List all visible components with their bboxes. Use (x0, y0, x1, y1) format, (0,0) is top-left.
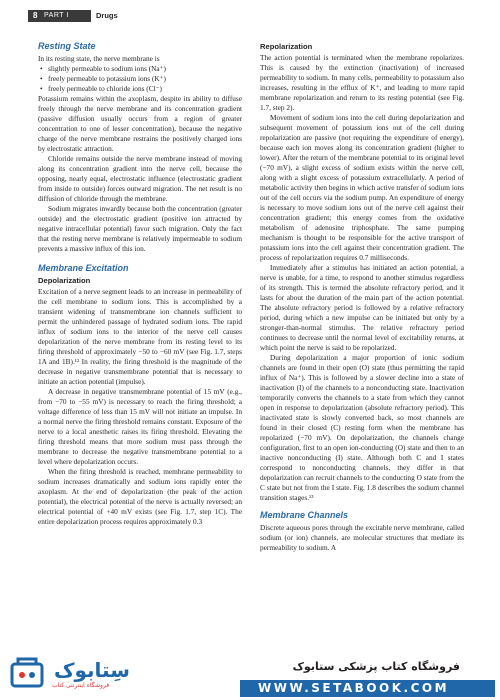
paragraph: Movement of sodium ions into the cell during depolarization and subsequent movement of potassium ions out of the cell during repolarization are passive (not requiring the expenditure of energy), because each ion moves along its concentration gradient (higher to lower). After the return of the membrane potential to its original level (−70 mV), a slight excess of sodium exists within the nerve cell, along with a slight excess of potassium extracellularly. A period of metabolic activity then begins in which active transfer of sodium ions out of the cell occurs via the sodium pump. An expenditure of energy is necessary to move sodium ions out of the nerve cell against their concentration gradient; this energy comes from the oxidative metabolism of adenosine triphosphate. The same pumping mechanism is thought to be responsible for the active transport of potassium ions into the cell against their concentration gradient. The process of repolarization requires 0.7 milliseconds. (260, 113, 464, 262)
right-column (260, 36, 464, 676)
section-title-resting-state: Resting State (38, 41, 96, 51)
bullet-item: • slightly permeable to sodium ions (Na⁺) (38, 64, 242, 74)
watermark-footer (0, 652, 500, 700)
left-column (38, 36, 242, 676)
paragraph: During depolarization a major proportion of ionic sodium channels are found in their open (O) state (thus permitting the rapid influx of Na⁺). This is followed by a slower decline into a state of inactivation (I) of the channels to a nonconducting state. Inactivation temporarily converts the channels to a state from which they cannot open in response to depolarization (absolute refractory period). This inactivated state is slowly converted back, so most channels are found in their closed (C) resting form when the membrane has repolarized (−70 mV). On depolarization, the channels change configuration, first to an open ion-conducting (O) state and then to an inactive nonconducting (I) state. Although both C and I states correspond to nonconducting channels, they differ in that depolarization can recruit channels to the conducting O state from the C state but not from the I state. Fig. 1.8 describes the sodium channel transition stages.¹³ (260, 353, 464, 502)
store-title: فروشگاه کتاب پزشکی ستابوک (292, 660, 460, 673)
store-url[interactable]: WWW.SETABOOK.COM (258, 681, 450, 695)
bullet-item: • freely permeable to potassium ions (K⁺) (38, 74, 242, 84)
paragraph: In its resting state, the nerve membrane is (38, 54, 160, 63)
paragraph: Chloride remains outside the nerve membrane instead of moving along its concentration gradient into the nerve cell, because the opposing, nearly equal, electrostatic influence (electrostatic gradient from inside to outside) forces outward migration. The net result is no diffusion of chloride through the membrane. (38, 154, 242, 203)
section-title-membrane-channels: Membrane Channels (260, 510, 349, 520)
paragraph: The action potential is terminated when the membrane repolarizes. This is caused by the extinction (inactivation) of increased permeability to sodium. In many cells, permeability to potassium also increases, resulting in the efflux of K⁺, and leading to more rapid membrane repolarization and return to its resting potential (see Fig. 1.7, step 2). (260, 53, 464, 112)
paragraph: Excitation of a nerve segment leads to an increase in permeability of the cell membrane to sodium ions. This is accomplished by a transient widening of transmembrane ion channels sufficient to permit the unhindered passage of hydrated sodium ions. The rapid influx of sodium ions to the interior of the nerve cell causes depolarization of the nerve membrane from its resting level to its firing threshold of approximately −50 to −60 mV (see Fig. 1.7, steps 1A and 1B).¹² In reality, the firing threshold is the magnitude of the decrease in negative transmembrane potential that is necessary to initiate an action potential (impulse). (38, 287, 242, 386)
chapter-title: Drugs (96, 11, 118, 20)
paragraph: When the firing threshold is reached, membrane permeability to sodium increases dramatically and sodium ions rapidly enter the axoplasm. At the end of depolarization (the peak of the action potential), the electrical potential of the nerve is actually reversed; an electrical potential of +40 mV exists (see Fig. 1.7, step 1C). The entire depolarization process requires approximately 0.3 (38, 467, 242, 526)
page-number: 8 (33, 11, 38, 20)
subsection-title-depolarization: Depolarization (38, 276, 91, 285)
running-header (0, 6, 500, 24)
subsection-title-repolarization: Repolarization (260, 42, 313, 51)
store-logo-icon (8, 654, 52, 692)
paragraph: Discrete aqueous pores through the excitable nerve membrane, called sodium (or ion) channels, are molecular structures that mediate its permeability to sodium. A (260, 523, 464, 552)
bullet-item: • freely permeable to chloride ions (Cl⁻) (38, 84, 242, 94)
paragraph: A decrease in negative transmembrane potential of 15 mV (e.g., from −70 to −55 mV) is necessary to reach the firing threshold; a voltage difference of less than 15 mV will not initiate an impulse. In a normal nerve the firing threshold remains constant. Exposure of the nerve to a local anesthetic raises its firing threshold. Elevating the firing threshold means that more sodium must pass through the membrane to decrease the negative transmembrane potential to a level where depolarization occurs. (38, 387, 242, 466)
part-label: PART I (44, 12, 69, 19)
section-title-membrane-excitation: Membrane Excitation (38, 263, 129, 273)
paragraph: Immediately after a stimulus has initiated an action potential, a nerve is unable, for a time, to respond to another stimulus regardless of its strength. This is termed the absolute refractory period, and it lasts for about the duration of the main part of the action potential. The absolute refractory period is followed by a relative refractory period, during which a new impulse can be initiated but only by a stronger-than-normal stimulus. The relative refractory period continues to decrease until the normal level of excitability returns, at which point the nerve is said to be repolarized. (260, 263, 464, 352)
paragraph: Sodium migrates inwardly because both the concentration (greater outside) and the electrostatic gradient (positive ion attracted by negative intracellular potential) favor such migration. Only the fact that the resting nerve membrane is relatively impermeable to sodium prevents a massive influx of this ion. (38, 204, 242, 253)
header-divider (90, 10, 91, 22)
paragraph: Potassium remains within the axoplasm, despite its ability to diffuse freely through the nerve membrane and its concentration gradient (passive diffusion usually occurs from a region of greater concentration to one of lesser concentration), because the negative charge of the nerve membrane restrains the positively charged ions by electrostatic attraction. (38, 94, 242, 153)
brand-tagline: فروشگاه اینترنتی کتاب (52, 682, 110, 689)
brand-name: سِتابوک (54, 658, 130, 682)
